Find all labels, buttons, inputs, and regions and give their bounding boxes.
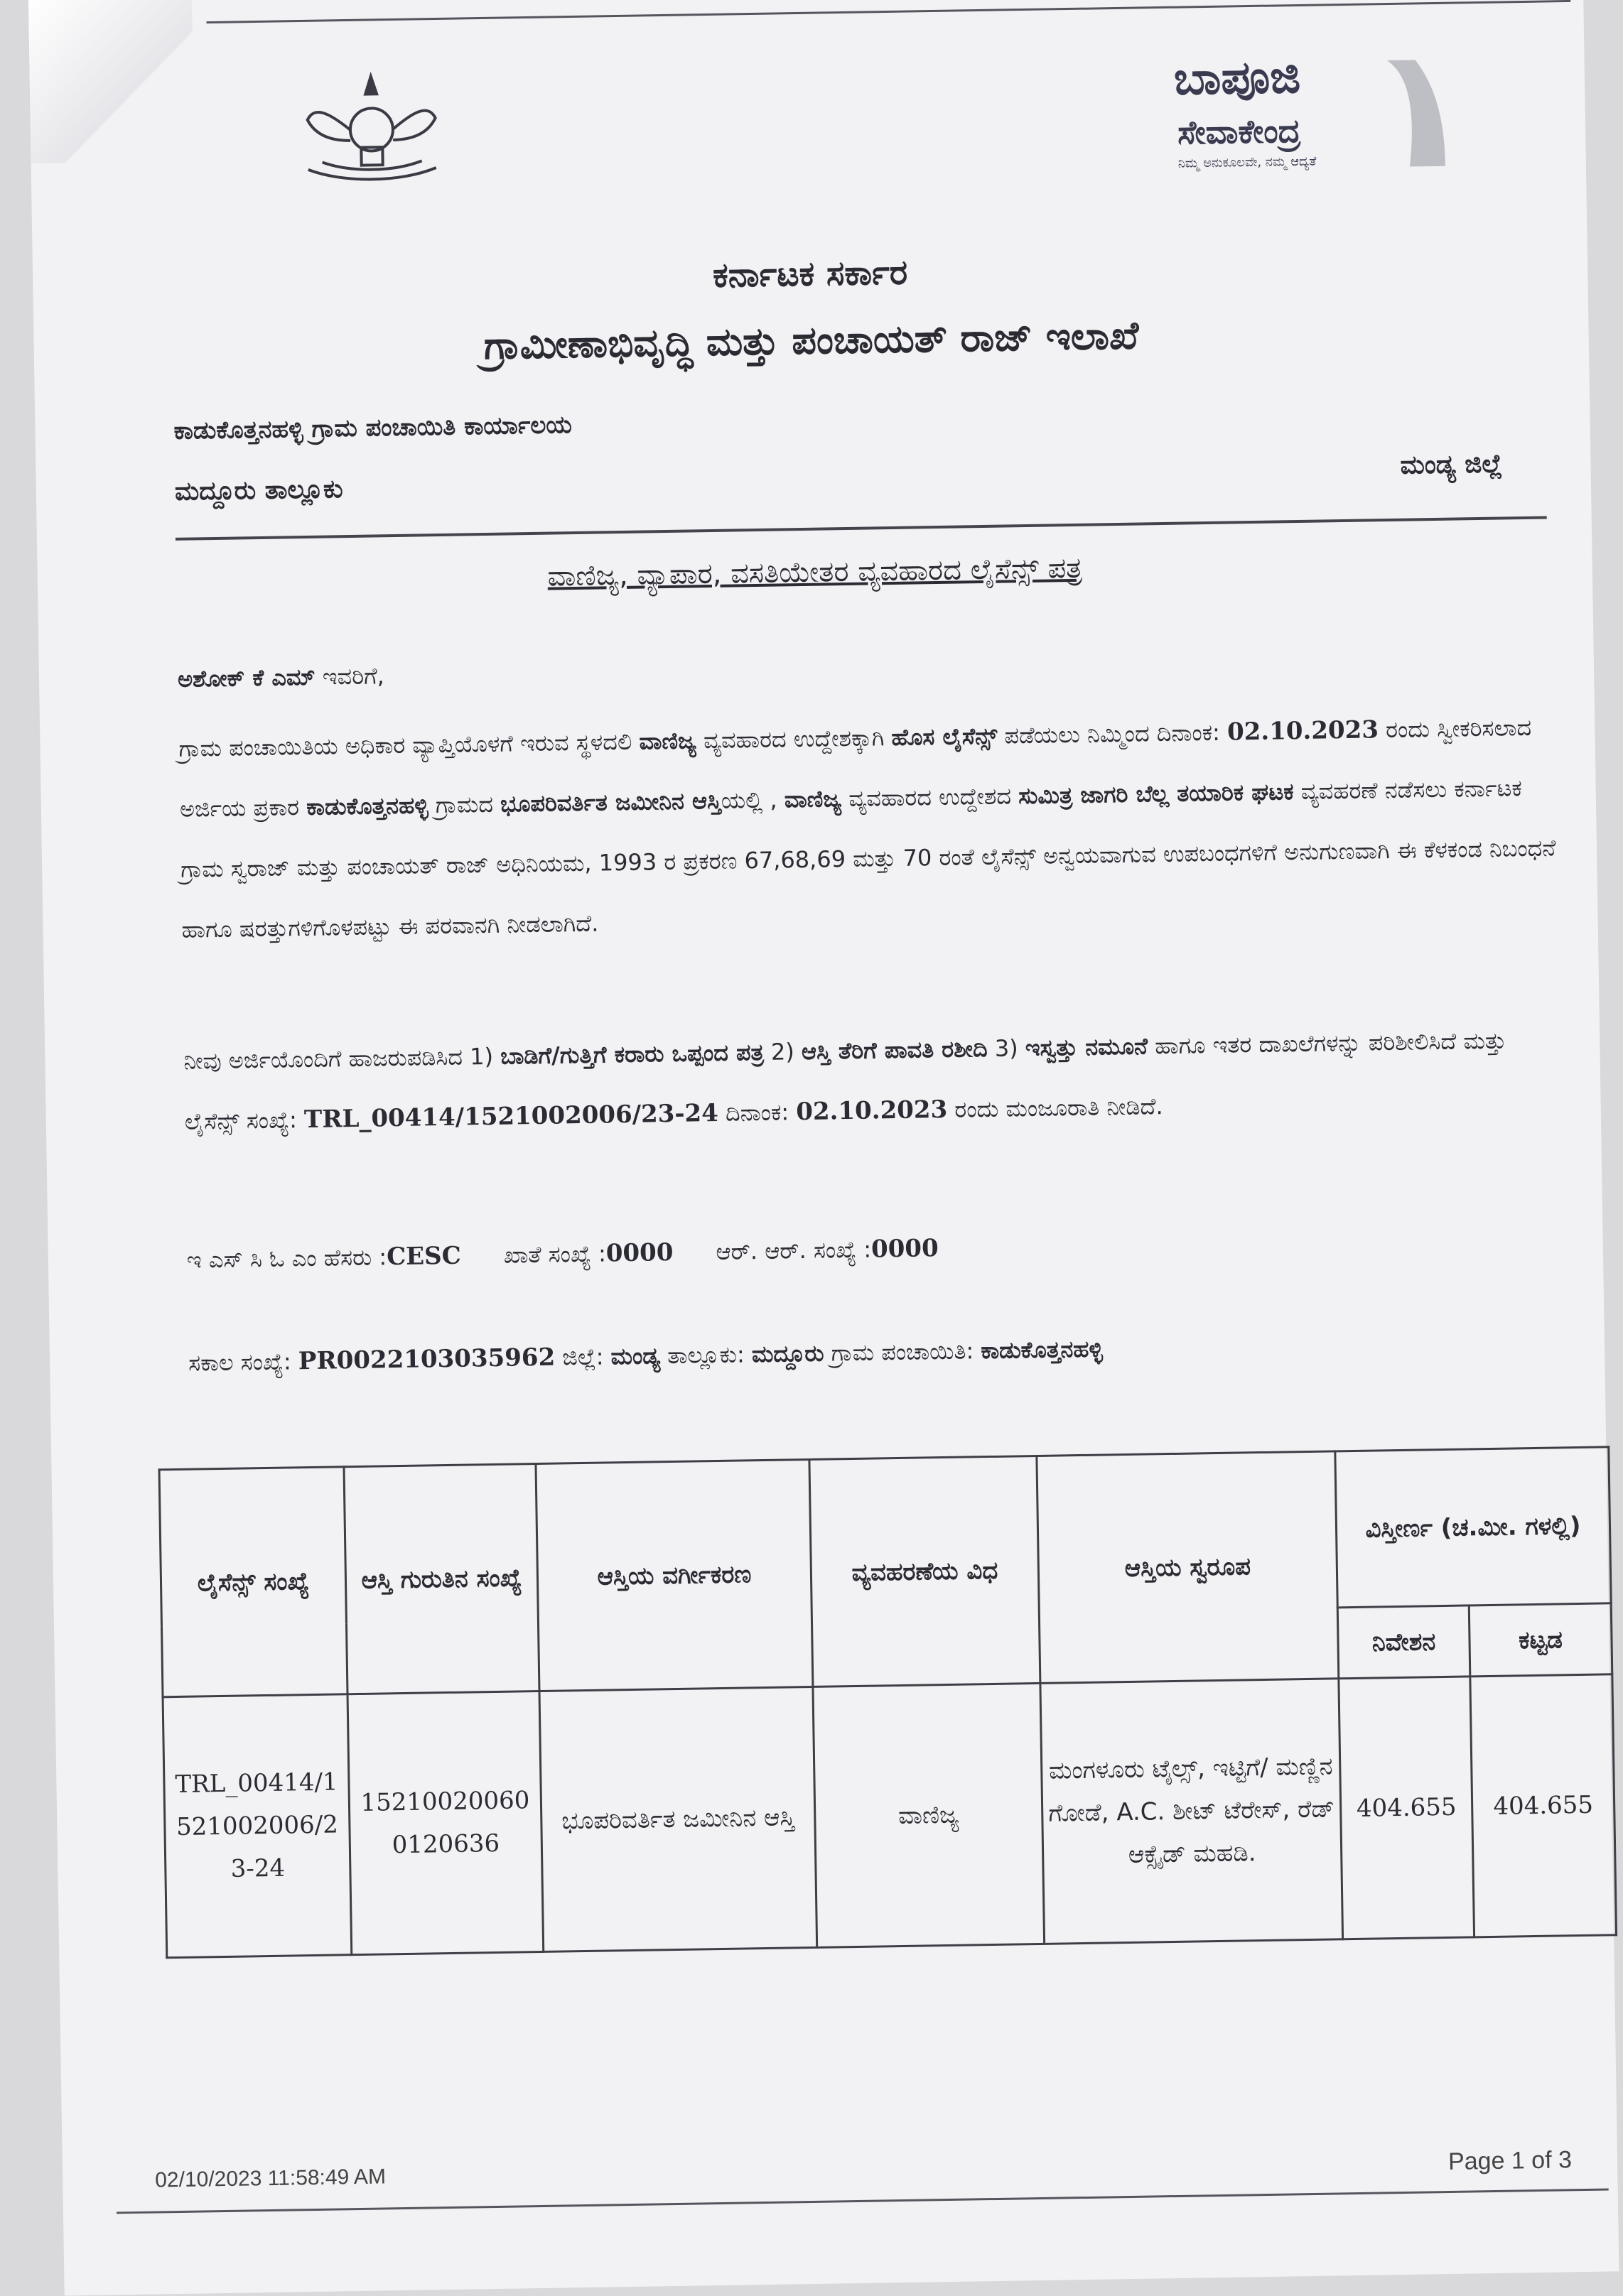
department-title: ಗ್ರಾಮೀಣಾಭಿವೃದ್ಧಿ ಮತ್ತು ಪಂಚಾಯತ್ ರಾಜ್ ಇಲಾಖೆ	[483, 313, 1139, 368]
sakala-district-label: ಜಿಲ್ಲೆ:	[554, 1343, 611, 1371]
p1-bold-7: ಸುಮಿತ್ರ ಜಾಗರಿ ಬೆಲ್ಲ ತಯಾರಿಕ ಘಟಕ	[1018, 778, 1294, 810]
p2-text-2: 2)	[763, 1038, 802, 1066]
header-area: ವಿಸ್ತೀರ್ಣ (ಚ.ಮೀ. ಗಳಲ್ಲಿ)	[1335, 1447, 1611, 1608]
p1-text-4: ರಂದು ಸ್ವೀಕರಿಸಲಾದ ಅರ್ಜಿಯ ಪ್ರಕಾರ	[179, 713, 1532, 823]
sakala-taluk-value: ಮದ್ದೂರು	[751, 1339, 824, 1368]
license-paragraph	[178, 697, 1560, 960]
p1-bold-5: ಭೂಪರಿವರ್ತಿತ ಜಮೀನಿನ ಆಸ್ತಿ	[500, 786, 722, 818]
print-timestamp: 02/10/2023 11:58:49 AM	[154, 2165, 387, 2192]
p1-text-1: ಗ್ರಾಮ ಪಂಚಾಯಿತಿಯ ಅಧಿಕಾರ ವ್ಯಾಪ್ತಿಯೊಳಗೆ ಇರುವ ಸ್ಥಳದಲಿ	[178, 727, 640, 762]
sakala-taluk-label: ತಾಲ್ಲೂಕು:	[659, 1341, 753, 1370]
p2-bold-5: 02.10.2023	[795, 1095, 948, 1127]
escom-name-value: CESC	[386, 1241, 462, 1272]
sakala-label: ಸಕಾಲ ಸಂಖ್ಯೆ:	[188, 1348, 299, 1377]
p2-bold-4: TRL_00414/1521002006/23-24	[303, 1098, 719, 1135]
header-classification: ಆಸ್ತಿಯ ವರ್ಗೀಕರಣ	[536, 1459, 813, 1691]
p2-bold-1: ಬಾಡಿಗೆ/ಗುತ್ತಿಗೆ ಕರಾರು ಒಪ್ಪಂದ ಪತ್ರ	[500, 1038, 765, 1070]
rr-label: ಆರ್. ಆರ್. ಸಂಖ್ಯೆ :	[716, 1235, 872, 1266]
sakala-gp-label: ಗ್ರಾಮ ಪಂಚಾಯಿತಿ:	[824, 1337, 981, 1367]
page-fold	[28, 0, 195, 163]
cell-nature: ಮಂಗಳೂರು ಟೈಲ್ಸ್, ಇಟ್ಟಿಗೆ/ ಮಣ್ಣಿನ ಗೋಡೆ, A.C. ಶೀಟ್ ಟೆರೇಸ್, ರೆಡ್ ಆಕ್ಸೈಡ್ ಮಹಡಿ.	[1040, 1679, 1343, 1944]
greeting-suffix: ಇವರಿಗೆ,	[315, 662, 385, 691]
account-value: 0000	[605, 1238, 674, 1268]
cell-classification: ಭೂಪರಿವರ್ತಿತ ಜಮೀನಿನ ಆಸ್ತಿ	[539, 1686, 817, 1951]
logo-subtitle: ಸೇವಾಕೇಂದ್ರ	[1177, 111, 1301, 152]
p2-bold-2: ಆಸ್ತಿ ತೆರಿಗೆ ಪಾವತಿ ರಶೀದಿ	[801, 1034, 988, 1066]
p1-text-7: ವ್ಯವಹಾರದ ಉದ್ದೇಶದ	[841, 782, 1019, 813]
taluk-name: ಮದ್ದೂರು ತಾಲ್ಲೂಕು	[174, 475, 343, 507]
p2-text-4: ಹಾಗೂ ಇತರ ದಾಖಲೆಗಳನ್ನು ಪರಿಶೀಲಿಸಿದೆ ಮತ್ತು ಲೈಸೆನ್ಸ್ ಸಂಖ್ಯೆ:	[184, 1027, 1507, 1135]
header-license-no: ಲೈಸೆನ್ಸ್ ಸಂಖ್ಯೆ	[159, 1467, 347, 1697]
document-page	[28, 0, 1619, 2296]
p1-bold-1: ವಾಣಿಜ್ಯ	[639, 727, 697, 755]
rr-value: 0000	[870, 1234, 939, 1264]
p2-text-5: ದಿನಾಂಕ:	[718, 1098, 797, 1127]
p1-bold-4: ಕಾಡುಕೊತ್ತನಹಳ್ಳಿ	[306, 791, 428, 821]
subject-line: ವಾಣಿಜ್ಯ, ವ್ಯಾಪಾರ, ವಸತಿಯೇತರ ವ್ಯವಹಾರದ ಲೈಸೆನ್ಸ್ ಪತ್ರ	[547, 551, 1083, 593]
cell-license-no: TRL_00414/1521002006/23-24	[163, 1694, 352, 1958]
header-property-id: ಆಸ್ತಿ ಗುರುತಿನ ಸಂಖ್ಯೆ	[344, 1464, 539, 1694]
p2-bold-3: ಇಸ್ವತ್ತು ನಮೂನೆ	[1025, 1032, 1148, 1062]
cell-property-id: 152100200600120636	[347, 1691, 544, 1955]
p1-text-8: ವ್ಯವಹರಣೆ ನಡೆಸಲು ಕರ್ನಾಟಕ ಗ್ರಾಮ ಸ್ವರಾಜ್ ಮತ್ತು ಪಂಚಾಯತ್ ರಾಜ್ ಅಧಿನಿಯಮ, 1993 ರ ಪ್ರಕರಣ 67,68,69 ಮತ್ತು 70 ರಂತೆ ಲೈಸೆನ್ಸ್ ಅನ್ವಯವಾಗುವ ಉಪಬಂಧಗಳಿಗೆ ಅನುಗುಣವಾಗಿ ಈ ಕೆಳಕಂಡ ನಿಬಂಧನೆ ಹಾಗೂ ಷರತ್ತುಗಳಿಗೊಳಪಟ್ಟು ಈ ಪರವಾನಗಿ ನೀಡಲಾಗಿದೆ.	[180, 774, 1556, 943]
p1-text-2: ವ್ಯವಹಾರದ ಉದ್ದೇಶಕ್ಕಾಗಿ	[696, 724, 892, 754]
p2-text-6: ರಂದು ಮಂಜೂರಾತಿ ನೀಡಿದೆ.	[947, 1093, 1163, 1123]
government-title: ಕರ್ನಾಟಕ ಸರ್ಕಾರ	[712, 252, 908, 296]
greeting	[178, 662, 384, 693]
cell-building-area: 404.655	[1470, 1674, 1617, 1937]
sakala-gp-value: ಕಾಡುಕೊತ್ತನಹಳ್ಳಿ	[981, 1335, 1104, 1365]
header-building: ಕಟ್ಟಡ	[1469, 1603, 1612, 1677]
header-trade-type: ವ್ಯವಹರಣೆಯ ವಿಧ	[809, 1456, 1040, 1686]
p1-bold-2: ಹೊಸ ಲೈಸೆನ್ಸ್	[891, 722, 998, 752]
table-row	[163, 1674, 1617, 1958]
p1-text-6: ಯಲ್ಲಿ ,	[721, 786, 785, 814]
license-table	[158, 1446, 1617, 1959]
logo-figure-icon	[1358, 45, 1467, 174]
karnataka-emblem	[285, 61, 458, 199]
documents-paragraph	[183, 1009, 1563, 1152]
page-number: Page 1 of 3	[1447, 2146, 1573, 2175]
p2-text-1: ನೀವು ಅರ್ಜಿಯೊಂದಿಗೆ ಹಾಜರುಪಡಿಸಿದ 1)	[183, 1042, 501, 1075]
bottom-rule	[117, 2188, 1609, 2214]
p1-text-3: ಪಡೆಯಲು ನಿಮ್ಮಿಂದ ದಿನಾಂಕ:	[997, 718, 1228, 749]
logo-name: ಬಾಪೂಜಿ	[1173, 50, 1301, 106]
p1-bold-3: 02.10.2023	[1226, 715, 1379, 747]
district-name: ಮಂಡ್ಯ ಜಿಲ್ಲೆ	[1400, 449, 1503, 480]
escom-name-label: ಇ ಎಸ್ ಸಿ ಓ ಎಂ ಹೆಸರು :	[186, 1243, 387, 1274]
p1-text-5: ಗ್ರಾಮದ	[428, 790, 501, 819]
sakala-line	[188, 1311, 1568, 1393]
logo-tagline: ನಿಮ್ಮ ಅನುಕೂಲವೇ, ನಮ್ಮ ಆದ್ಯತೆ	[1177, 153, 1317, 171]
top-rule	[207, 0, 1571, 23]
header-nature: ಆಸ್ತಿಯ ಸ್ವರೂಪ	[1037, 1451, 1339, 1684]
p1-bold-6: ವಾಣಿಜ್ಯ	[784, 785, 842, 813]
office-name: ಕಾಡುಕೊತ್ತನಹಳ್ಳಿ ಗ್ರಾಮ ಪಂಚಾಯಿತಿ ಕಾರ್ಯಾಲಯ	[173, 411, 573, 445]
cell-trade-type: ವಾಣಿಜ್ಯ	[813, 1683, 1045, 1947]
header-site: ನಿವೇಶನ	[1337, 1605, 1470, 1679]
sakala-district-value: ಮಂಡ್ಯ	[610, 1342, 661, 1370]
header-divider	[176, 516, 1547, 541]
account-label: ಖಾತೆ ಸಂಖ್ಯೆ :	[503, 1240, 607, 1269]
escom-line	[186, 1208, 1565, 1290]
sakala-value: PR0022103035962	[298, 1343, 556, 1376]
recipient-name: ಅಶೋಕ್ ಕೆ ಎಮ್	[177, 663, 316, 693]
cell-site-area: 404.655	[1339, 1677, 1474, 1939]
p2-text-3: 3)	[987, 1034, 1026, 1062]
bapuji-sevakendra-logo	[1166, 45, 1474, 192]
